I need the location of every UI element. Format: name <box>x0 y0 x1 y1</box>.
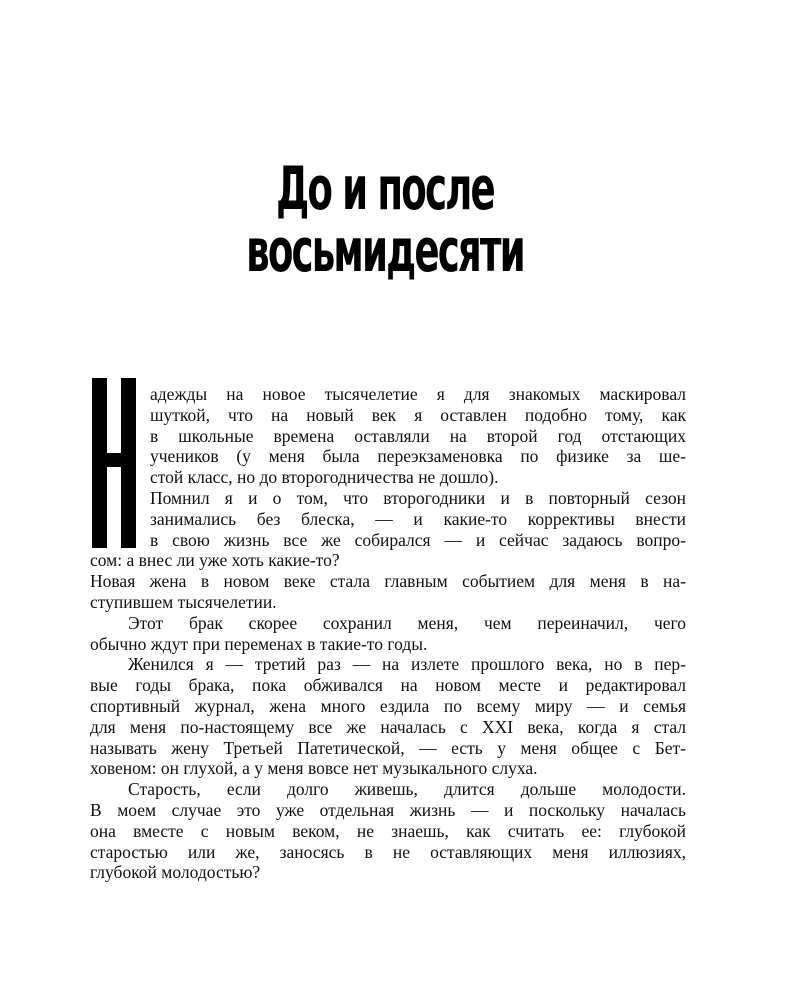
text-line: Помнил я и о том, что второгодники и в повторный сезон <box>150 487 686 508</box>
text-line: обычно ждут при переменах в такие-то годы. <box>90 633 428 654</box>
text-line: учеников (у меня была переэкзаменовка по физике за ше- <box>150 446 686 467</box>
text-line: она вместе с новым веком, не знаешь, как считать ее: глубокой <box>90 820 686 841</box>
paragraph <box>90 488 686 571</box>
text-line: шуткой, что на новый век я оставлен подобно тому, как <box>150 404 686 425</box>
text-line: вые годы брака, пока обживался на новом месте и редактировал <box>90 675 686 696</box>
text-line: в свою жизнь все же собирался — и сейчас задаюсь вопро- <box>150 529 686 550</box>
paragraph <box>90 654 686 779</box>
text-line: ступившем тысячелетии. <box>90 591 277 612</box>
text-line: в школьные времена оставляли на второй год отстающих <box>150 425 686 446</box>
text-line: называть жену Третьей Патетической, — есть у меня общее с Бет- <box>90 737 686 758</box>
text-line: Новая жена в новом веке стала главным событием для меня в на- <box>90 571 686 592</box>
paragraph <box>90 779 686 883</box>
text-line: старостью или же, заносясь в не оставляющих меня иллюзиях, <box>90 841 686 862</box>
chapter-title-line-1: До и после <box>276 154 494 225</box>
text-line: ховеном: он глухой, а у меня вовсе нет музыкального слуха. <box>90 758 538 779</box>
text-line: занимались без блеска, — и какие-то коррективы внести <box>150 508 686 529</box>
text-line: сом: а внес ли уже хоть какие-то? <box>90 550 340 571</box>
text-line: адежды на новое тысячелетие я для знакомых маскировал <box>150 384 686 404</box>
text-line: для меня по-настоящему все же началась с XXI века, когда я стал <box>90 716 686 737</box>
paragraph <box>90 613 686 655</box>
text-line: Женился я — третий раз — на излете прошлого века, но в пер- <box>128 654 686 675</box>
chapter-title-line-2: восьмидесяти <box>246 216 524 287</box>
text-line: Этот брак скорее сохранил меня, чем переиначил, чего <box>128 612 686 633</box>
paragraph <box>90 384 686 488</box>
text-line: Старость, если долго живешь, длится дольше молодости. <box>128 779 686 800</box>
body-text <box>90 384 686 883</box>
text-line: глубокой молодостью? <box>90 862 261 883</box>
text-line: В моем случае это уже отдельная жизнь — и поскольку началась <box>90 799 686 820</box>
text-line: спортивный журнал, жена много ездила по всему миру — и семья <box>90 695 686 716</box>
paragraph <box>90 571 686 613</box>
text-line: стой класс, но до второгодничества не дошло). <box>150 467 499 488</box>
chapter-title <box>146 154 623 287</box>
